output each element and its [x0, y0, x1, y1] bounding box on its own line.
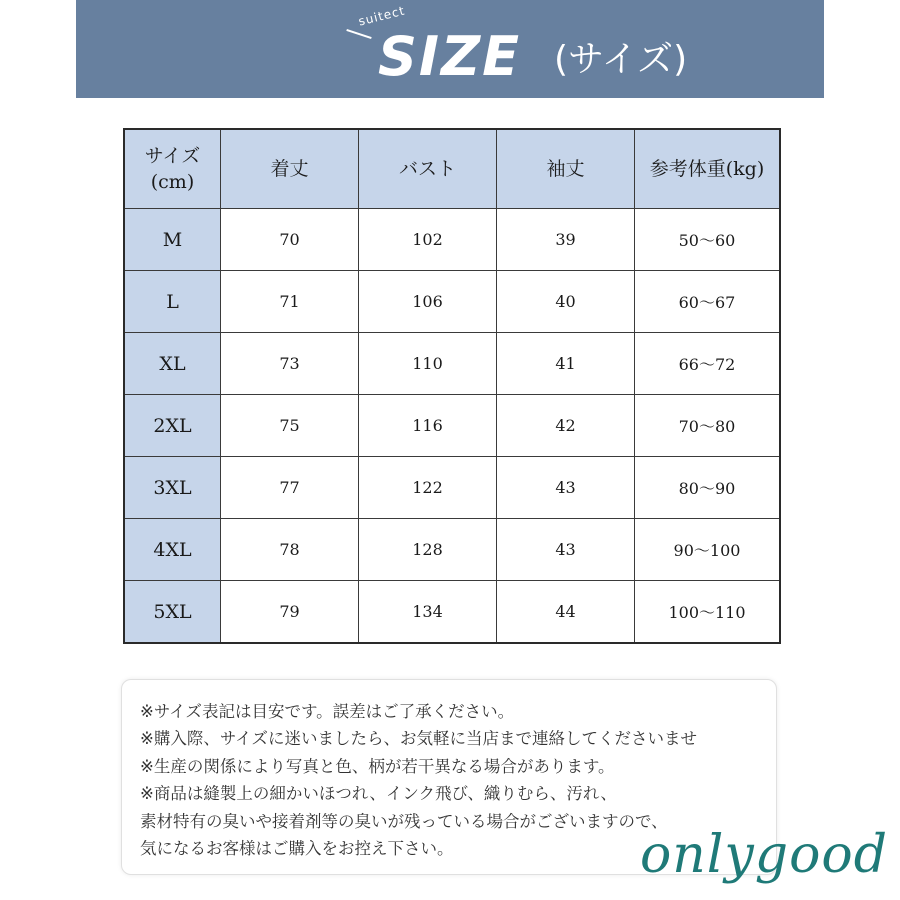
- weight-cell: 70〜80: [635, 395, 781, 457]
- weight-cell: 80〜90: [635, 457, 781, 519]
- size-cell: 2XL: [124, 395, 221, 457]
- header-size: [124, 129, 221, 209]
- note-line: ※サイズ表記は目安です。誤差はご了承ください。: [140, 702, 515, 721]
- length-cell: 70: [221, 209, 359, 271]
- sleeve-cell: 44: [497, 581, 635, 644]
- sleeve-cell: 40: [497, 271, 635, 333]
- length-cell: 75: [221, 395, 359, 457]
- table-row: [124, 271, 780, 333]
- size-cell: L: [124, 271, 221, 333]
- note-line: 素材特有の臭いや接着剤等の臭いが残っている場合がございますので、: [140, 811, 668, 831]
- notes-list: [140, 698, 697, 862]
- size-cell: M: [124, 209, 221, 271]
- banner-subtitle: (サイズ): [554, 39, 688, 80]
- bust-cell: 116: [359, 395, 497, 457]
- table-row: [124, 209, 780, 271]
- weight-cell: 50〜60: [635, 209, 781, 271]
- size-cell: 4XL: [124, 519, 221, 581]
- bust-cell: 102: [359, 209, 497, 271]
- sleeve-cell: 43: [497, 457, 635, 519]
- note-line: ※生産の関係により写真と色、柄が若干異なる場合があります。: [140, 756, 615, 776]
- bust-cell: 106: [359, 271, 497, 333]
- brand-small-text: suitect: [357, 3, 407, 29]
- size-cell: 5XL: [124, 581, 221, 644]
- banner-title: SIZE: [378, 25, 522, 88]
- table-header-row: [124, 129, 780, 209]
- size-banner: [76, 0, 824, 98]
- length-cell: 79: [221, 581, 359, 644]
- weight-cell: 60〜67: [635, 271, 781, 333]
- brand-slash-decoration: [346, 29, 371, 39]
- header-weight: 参考体重(kg): [635, 129, 781, 209]
- length-cell: 78: [221, 519, 359, 581]
- length-cell: 77: [221, 457, 359, 519]
- bust-cell: 110: [359, 333, 497, 395]
- bust-cell: 134: [359, 581, 497, 644]
- sleeve-cell: 43: [497, 519, 635, 581]
- length-cell: 71: [221, 271, 359, 333]
- sleeve-cell: 41: [497, 333, 635, 395]
- table-row: [124, 457, 780, 519]
- table-row: [124, 395, 780, 457]
- length-cell: 73: [221, 333, 359, 395]
- header-size-label: サイズ (cm): [144, 145, 201, 193]
- header-length: 着丈: [221, 129, 359, 209]
- bust-cell: 128: [359, 519, 497, 581]
- shop-signature: onlygood: [640, 825, 888, 885]
- table-row: [124, 581, 780, 644]
- sleeve-cell: 42: [497, 395, 635, 457]
- size-chart-table: [123, 128, 781, 644]
- bust-cell: 122: [359, 457, 497, 519]
- note-line: 気になるお客様はご購入をお控え下さい。: [140, 839, 454, 859]
- weight-cell: 90〜100: [635, 519, 781, 581]
- note-line: ※購入際、サイズに迷いましたら、お気軽に当店まで連絡してくださいませ: [140, 729, 698, 749]
- size-cell: XL: [124, 333, 221, 395]
- sleeve-cell: 39: [497, 209, 635, 271]
- note-line: ※商品は縫製上の細かいほつれ、インク飛び、織りむら、汚れ、: [140, 784, 617, 804]
- header-sleeve: 袖丈: [497, 129, 635, 209]
- table-row: [124, 519, 780, 581]
- table-row: [124, 333, 780, 395]
- header-bust: バスト: [359, 129, 497, 209]
- weight-cell: 66〜72: [635, 333, 781, 395]
- weight-cell: 100〜110: [635, 581, 781, 644]
- size-cell: 3XL: [124, 457, 221, 519]
